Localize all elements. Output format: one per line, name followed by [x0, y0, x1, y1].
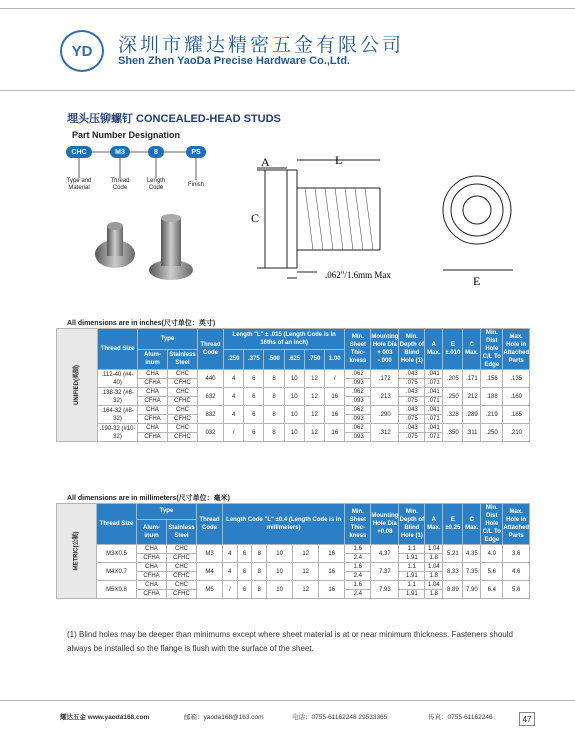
- cell-c: 4.35: [463, 545, 481, 563]
- footnote: (1) Blind holes may be deeper than minimums except where sheet material is at or near minimum thickness. Fasteners should always be installed so the flange is flush with the surface of the sheet.: [67, 630, 513, 653]
- table-row: [57, 581, 530, 590]
- cell-e: .205: [443, 370, 463, 388]
- th-len-code: .375: [244, 349, 264, 370]
- metric-caption: All dimensions are in millimeters(尺寸单位：毫米): [67, 495, 230, 502]
- company-name-en: Shen Zhen YaoDa Precise Hardware Co.,Ltd.: [118, 55, 351, 67]
- cell-sheet: .062: [345, 388, 371, 397]
- th-blind-depth: Min. Depth of Blind Hole (1): [399, 329, 425, 370]
- cell-sheet: .093: [345, 397, 371, 406]
- th-c-max: C Max.: [463, 504, 481, 545]
- th-a-max: A Max.: [425, 329, 443, 370]
- footer-email[interactable]: 邮箱：yaoda168@163.com: [184, 714, 264, 721]
- cell-len: 10: [284, 370, 304, 388]
- cell-len: 6: [237, 581, 252, 599]
- inch-caption: All dimensions are in inches(尺寸单位：英寸): [67, 320, 216, 327]
- cell-len: 12: [293, 563, 319, 581]
- cell-sheet: .062: [345, 406, 371, 415]
- cell-hole: 4.37: [371, 545, 399, 563]
- cell-a: .071: [425, 433, 443, 442]
- cell-sheet: .093: [345, 433, 371, 442]
- th-max-hole: Max. Hole in Attached Parts: [503, 504, 530, 545]
- cell-sheet: 1.6: [345, 581, 371, 590]
- cell-len: 8: [252, 581, 267, 599]
- cell-sheet: .062: [345, 424, 371, 433]
- cell-len: 6: [237, 563, 252, 581]
- footer-fax: 传真：0755-61162246: [428, 714, 493, 721]
- pill-length: 8: [148, 146, 164, 158]
- pill-type: CHC: [66, 146, 92, 158]
- cell-sheet: .093: [345, 415, 371, 424]
- cell-a: .071: [425, 379, 443, 388]
- th-e: E ±0.25: [443, 504, 463, 545]
- cell-len: 4: [223, 563, 238, 581]
- cell-hole: .290: [371, 406, 399, 424]
- cell-c: .171: [463, 370, 481, 388]
- table-row: [57, 370, 530, 379]
- cell-len: 16: [325, 388, 345, 406]
- th-len-code: .250: [224, 349, 244, 370]
- cell-code: M5: [197, 581, 223, 599]
- cell-type: CHA: [138, 388, 168, 397]
- cell-depth: .043: [399, 388, 425, 397]
- cell-len: 6: [244, 424, 264, 442]
- cell-hole: 7.93: [371, 581, 399, 599]
- cell-type: CFHA: [137, 572, 167, 581]
- th-aluminum: Alum-inum: [138, 349, 168, 370]
- cell-hole: .312: [371, 424, 399, 442]
- th-len-code: 1.00: [325, 349, 345, 370]
- cell-c: .311: [463, 424, 481, 442]
- label-thread: Thread Code: [110, 178, 130, 191]
- cell-type: CHC: [168, 388, 198, 397]
- cell-depth: 1.91: [399, 590, 425, 599]
- company-logo: YD: [60, 30, 104, 72]
- cell-a: 1.8: [425, 590, 443, 599]
- cell-len: 16: [325, 406, 345, 424]
- cell-type: CFHA: [137, 590, 167, 599]
- cell-len: 6: [244, 370, 264, 388]
- cell-code: 440: [198, 370, 224, 388]
- th-e: E ±.010: [443, 329, 463, 370]
- cell-sheet: 2.4: [345, 554, 371, 563]
- cell-code: M4: [197, 563, 223, 581]
- cell-max: 5.6: [503, 581, 530, 599]
- cell-len: 10: [284, 388, 304, 406]
- cell-c: 7.90: [463, 581, 481, 599]
- cell-len: 4: [223, 545, 238, 563]
- th-c-max: C Max.: [463, 329, 481, 370]
- cell-type: CHC: [167, 545, 197, 554]
- cell-max: 4.6: [503, 563, 530, 581]
- table-row: [57, 545, 530, 554]
- th-type: Type: [137, 504, 197, 520]
- th-thread-code: Thread Code: [198, 329, 224, 370]
- cell-code: 832: [198, 406, 224, 424]
- cell-len: 10: [267, 563, 293, 581]
- part-number-heading: Part Number Designation: [72, 130, 181, 140]
- dim-c-label: C: [251, 211, 260, 225]
- cell-a: 1.04: [425, 581, 443, 590]
- cell-depth: .043: [399, 424, 425, 433]
- cell-len: 12: [293, 545, 319, 563]
- cell-type: CHA: [137, 545, 167, 554]
- cell-depth: .043: [399, 406, 425, 415]
- cell-type: CFHC: [168, 433, 198, 442]
- cell-len: 6: [244, 406, 264, 424]
- cell-depth: .075: [399, 397, 425, 406]
- cell-sheet: 1.6: [345, 563, 371, 572]
- company-name-cn: 深圳市耀达精密五金有限公司: [118, 34, 405, 56]
- cell-sheet: .093: [345, 379, 371, 388]
- cell-size: .164-32 (#8-32): [98, 406, 138, 424]
- cell-type: CFHA: [138, 397, 168, 406]
- cell-sheet: 2.4: [345, 572, 371, 581]
- th-len-code: .625: [284, 349, 304, 370]
- cell-depth: 1.91: [399, 554, 425, 563]
- cell-e: 8.33: [443, 563, 463, 581]
- cell-depth: 1.1: [399, 545, 425, 554]
- cell-c: .289: [463, 406, 481, 424]
- cell-a: .041: [425, 370, 443, 379]
- th-min-sheet: Min. Sheet Thic-kness: [345, 329, 371, 370]
- cell-code: 032: [198, 424, 224, 442]
- th-length: Length Code "L" ±0.4 (Length Code is in millimeters): [223, 504, 345, 545]
- th-length: Length "L" ± .015 (Length Code is in 16ths of an inch): [224, 329, 345, 350]
- cell-e: .350: [443, 424, 463, 442]
- th-a-max: A Max.: [425, 504, 443, 545]
- th-stainless: Stainless Steel: [168, 349, 198, 370]
- cell-size: .138-32 (#6-32): [98, 388, 138, 406]
- cell-hole: .213: [371, 388, 399, 406]
- cell-len: 8: [264, 406, 284, 424]
- label-length: Length Code: [146, 178, 166, 191]
- cell-sheet: 2.4: [345, 590, 371, 599]
- cell-type: CFHC: [168, 379, 198, 388]
- cell-type: CFHC: [167, 572, 197, 581]
- cell-len: 16: [325, 424, 345, 442]
- cell-size: .112-40 (#4-40): [98, 370, 138, 388]
- cell-a: .041: [425, 406, 443, 415]
- dim-a-label: A: [261, 155, 270, 169]
- cell-type: CHC: [167, 581, 197, 590]
- th-stainless: Stainless Steel: [167, 519, 197, 544]
- cell-size: .190-32 (#10-32): [99, 425, 136, 440]
- pill-connectors: [60, 140, 220, 182]
- th-len-code: .750: [304, 349, 324, 370]
- cell-max: 3.6: [503, 545, 530, 563]
- metric-table: [56, 503, 530, 599]
- cell-e: .328: [443, 406, 463, 424]
- cell-dist: 5.6: [481, 563, 503, 581]
- cell-len: 12: [304, 406, 324, 424]
- cell-type: CFHC: [167, 590, 197, 599]
- label-finish: Finish: [187, 182, 204, 188]
- cell-type: CHA: [137, 563, 167, 572]
- cell-type: CFHA: [138, 379, 168, 388]
- cell-len: 16: [319, 563, 345, 581]
- section-title: 埋头压铆螺钉 CONCEALED-HEAD STUDS: [67, 113, 281, 125]
- cell-depth: .075: [399, 379, 425, 388]
- cell-type: CFHC: [167, 554, 197, 563]
- cell-len: 8: [264, 370, 284, 388]
- cell-type: CHC: [168, 370, 198, 379]
- cell-c: 7.35: [463, 563, 481, 581]
- cell-dist: .188: [481, 388, 503, 406]
- cell-dist: .250: [481, 424, 503, 442]
- th-mounting-hole: Mounting Hole Dia +.003 -.000: [371, 329, 399, 370]
- cell-sheet: 1.6: [345, 545, 371, 554]
- cell-a: 1.8: [425, 554, 443, 563]
- stud-photo: [85, 208, 215, 298]
- cell-len: 12: [304, 388, 324, 406]
- cell-len: 12: [293, 581, 319, 599]
- cell-len: 8: [252, 563, 267, 581]
- cell-len: 4: [224, 388, 244, 406]
- cell-dist: 6.4: [481, 581, 503, 599]
- cell-a: .041: [425, 388, 443, 397]
- cell-len: 6: [237, 545, 252, 563]
- cell-a: .041: [425, 424, 443, 433]
- cell-dist: 4.0: [481, 545, 503, 563]
- cell-type: CHC: [168, 424, 198, 433]
- th-thread-code: Thread Code: [197, 504, 223, 545]
- cell-len: 10: [267, 545, 293, 563]
- cell-code: M3: [197, 545, 223, 563]
- th-thread-size: Thread Size: [97, 504, 137, 545]
- table-row: [57, 406, 530, 415]
- th-min-sheet: Min. Sheet Thic-kness: [345, 504, 371, 545]
- cell-depth: .075: [399, 433, 425, 442]
- dim-e-label: E: [473, 274, 481, 288]
- cell-len: 12: [304, 424, 324, 442]
- cell-len: /: [224, 424, 244, 442]
- cell-depth: .075: [399, 415, 425, 424]
- cell-len: 8: [252, 545, 267, 563]
- label-type: Type and Material: [66, 178, 92, 191]
- th-min-dist: Min. Dist Hole C/L To Edge: [482, 330, 501, 368]
- cell-len: 8: [264, 388, 284, 406]
- cell-type: CHA: [138, 424, 168, 433]
- cell-size: M4X0.7: [97, 563, 137, 581]
- cell-type: CHC: [167, 563, 197, 572]
- dim-thickness-label: .062"/1.6mm Max: [325, 270, 391, 280]
- th-thread-size: Thread Size: [98, 329, 138, 370]
- cell-len: /: [223, 581, 238, 599]
- cell-type: CHA: [137, 581, 167, 590]
- cell-type: CFHA: [138, 415, 168, 424]
- cell-e: 5.21: [443, 545, 463, 563]
- cell-len: 6: [244, 388, 264, 406]
- cell-type: CHA: [138, 406, 168, 415]
- cell-max: .160: [503, 388, 530, 406]
- th-blind-depth: Min. Depth of Blind Hole (1): [399, 504, 425, 545]
- cell-len: /: [325, 370, 345, 388]
- metric-side-label: METRIC(公制): [57, 504, 97, 599]
- cell-len: 16: [319, 545, 345, 563]
- table-row: [57, 563, 530, 572]
- dim-l-label: L: [335, 153, 343, 167]
- th-aluminum: Alum-inum: [137, 519, 167, 544]
- pill-thread: M3: [110, 146, 130, 158]
- cell-type: CFHA: [138, 433, 168, 442]
- cell-len: 8: [264, 424, 284, 442]
- cell-max: .210: [503, 424, 530, 442]
- th-type: Type: [138, 329, 198, 350]
- cell-dist: .219: [481, 406, 503, 424]
- cell-a: 1.04: [425, 545, 443, 554]
- cell-type: CFHA: [137, 554, 167, 563]
- cell-len: 16: [319, 581, 345, 599]
- cell-e: .250: [443, 388, 463, 406]
- cell-len: 4: [224, 406, 244, 424]
- cell-len: 4: [224, 370, 244, 388]
- cell-len: 10: [267, 581, 293, 599]
- cell-code: 632: [198, 388, 224, 406]
- pill-finish: PS: [186, 146, 206, 158]
- cell-a: .071: [425, 415, 443, 424]
- cell-c: .212: [463, 388, 481, 406]
- cell-a: 1.8: [425, 572, 443, 581]
- cell-len: 12: [304, 370, 324, 388]
- cell-depth: 1.1: [399, 581, 425, 590]
- th-len-code: .500: [264, 349, 284, 370]
- cell-max: .185: [503, 406, 530, 424]
- footer-website[interactable]: 耀达五金 www.yaoda168.com: [60, 714, 150, 721]
- cell-dist: .156: [481, 370, 503, 388]
- cell-sheet: .062: [345, 370, 371, 379]
- cell-depth: 1.1: [399, 563, 425, 572]
- th-min-dist: Min. Dist Hole C/L To Edge: [482, 505, 501, 543]
- cell-type: CHA: [138, 370, 168, 379]
- cell-depth: .043: [399, 370, 425, 379]
- cell-type: CFHC: [168, 397, 198, 406]
- table-row: [57, 424, 530, 433]
- stud-drawing: [245, 150, 545, 295]
- cell-e: 8.89: [443, 581, 463, 599]
- cell-hole: 7.37: [371, 563, 399, 581]
- cell-a: 1.04: [425, 563, 443, 572]
- inch-side-label: UNIFIED(美制): [57, 329, 98, 442]
- footer-phone: 电话：0755-61162248 29533365: [292, 714, 388, 721]
- page-number: 47: [519, 712, 535, 726]
- cell-type: CHC: [168, 406, 198, 415]
- cell-size: M3X0.5: [97, 545, 137, 563]
- cell-len: 10: [284, 424, 304, 442]
- th-max-hole: Max. Hole in Attached Parts: [503, 329, 530, 370]
- cell-hole: .172: [371, 370, 399, 388]
- cell-depth: 1.91: [399, 572, 425, 581]
- cell-type: CFHC: [168, 415, 198, 424]
- th-mounting-hole: Mounting Hole Dia +0.08: [371, 504, 399, 545]
- inch-table: [56, 328, 530, 442]
- cell-a: .071: [425, 397, 443, 406]
- cell-max: .135: [503, 370, 530, 388]
- table-row: [57, 388, 530, 397]
- cell-size: M5X0.8: [97, 581, 137, 599]
- cell-len: 10: [284, 406, 304, 424]
